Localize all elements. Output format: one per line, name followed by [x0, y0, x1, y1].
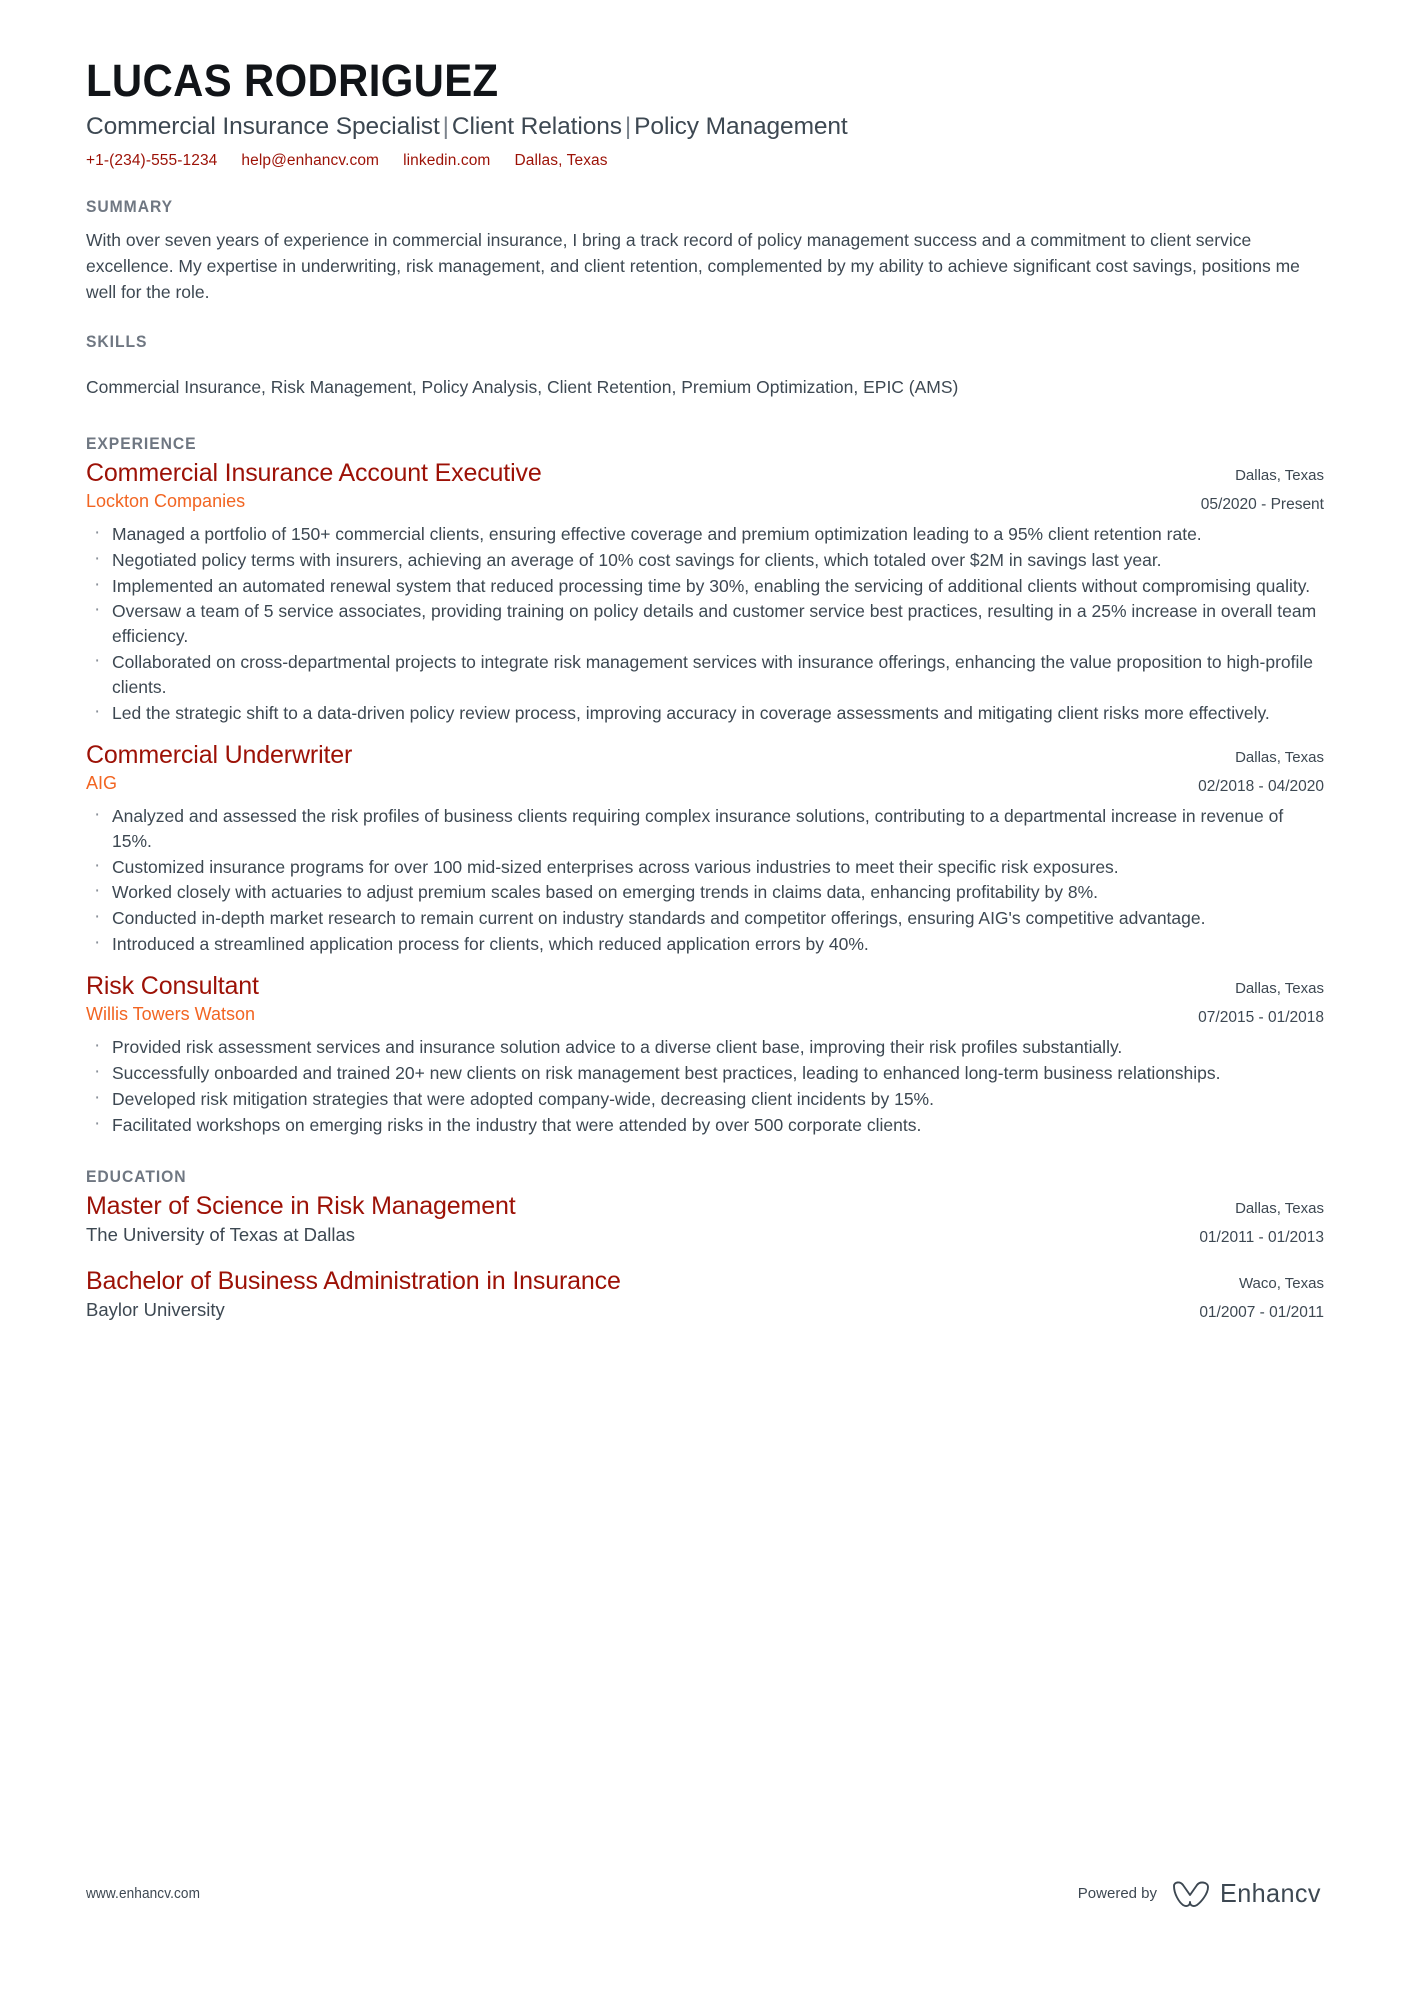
headline-separator-2: | [624, 113, 632, 141]
contact-location: Dallas, Texas [514, 152, 608, 170]
school-name: The University of Texas at Dallas [86, 1224, 356, 1246]
company-name: Willis Towers Watson [86, 1004, 256, 1025]
headline-separator-1: | [442, 113, 449, 141]
enhancv-mark-icon [1171, 1880, 1211, 1908]
headline-part-1: Commercial Insurance Specialist [86, 113, 440, 141]
section-title-education: EDUCATION [86, 1167, 187, 1186]
education-entry [86, 1191, 1324, 1250]
school-location: Waco, Texas [1238, 1274, 1324, 1292]
school-dates: 01/2011 - 01/2013 [1199, 1228, 1324, 1246]
contact-phone[interactable]: +1-(234)-555-1234 [86, 152, 218, 170]
experience-entry-head [86, 458, 1324, 517]
job-bullet: · Collaborated on cross-departmental projects to integrate risk management services with insurance offerings, enhancing the value proposition to high-profile clients. [86, 650, 1324, 700]
education-entry-head [86, 1266, 1324, 1325]
job-bullet: · Customized insurance programs for over 100 mid-sized enterprises across various industries to meet their specific risk exposures. [86, 855, 1324, 880]
resume-header [86, 0, 1324, 170]
education-entries [86, 1191, 1324, 1326]
job-bullet: · Worked closely with actuaries to adjust premium scales based on emerging trends in claims data, enhancing profitability by 8%. [86, 880, 1324, 905]
section-title-summary: SUMMARY [86, 198, 174, 217]
job-bullet: · Negotiated policy terms with insurers, achieving an average of 10% cost savings for clients, which totaled over $2M in savings last year. [86, 548, 1324, 573]
company-name: Lockton Companies [86, 491, 246, 512]
enhancv-brand-name: Enhancv [1220, 1878, 1321, 1908]
section-education [86, 1168, 1324, 1326]
experience-entry-head [86, 740, 1324, 799]
experience-entry-meta [1181, 458, 1324, 517]
section-experience [86, 435, 1324, 1138]
job-dates: 07/2015 - 01/2018 [1198, 1009, 1324, 1027]
job-title: Commercial Underwriter [86, 740, 353, 769]
degree-title: Master of Science in Risk Management [86, 1191, 516, 1220]
experience-entries [86, 458, 1324, 1138]
job-bullet: · Successfully onboarded and trained 20+ new clients on risk management best practices, leading to enhanced long-term business relationships. [86, 1061, 1324, 1086]
job-bullet: · Led the strategic shift to a data-driven policy review process, improving accuracy in coverage assessments and mitigating client risks more effectively. [86, 701, 1324, 726]
footer-brand [1078, 1878, 1324, 1909]
summary-body [86, 228, 1324, 305]
job-bullet: · Managed a portfolio of 150+ commercial clients, ensuring effective coverage and premium optimization leading to a 95% client retention rate. [86, 522, 1324, 547]
company-name: AIG [86, 773, 118, 794]
job-title: Risk Consultant [86, 971, 259, 1000]
education-entry-meta [1179, 1191, 1324, 1250]
contact-email[interactable]: help@enhancv.com [241, 152, 380, 170]
job-bullet: · Introduced a streamlined application process for clients, which reduced application errors by 40%. [86, 932, 1324, 957]
summary-text: With over seven years of experience in commercial insurance, I bring a track record of policy management success and a commitment to client service excellence. My expertise in underwriting, risk management, and client retention, complemented by my ability to achieve significant cost savings, positions me well for the role. [86, 230, 1300, 302]
experience-entry-left [86, 740, 1178, 796]
job-bullets [86, 804, 1324, 957]
experience-entry [86, 971, 1324, 1138]
school-dates: 01/2007 - 01/2011 [1199, 1304, 1324, 1322]
experience-entry-meta [1178, 740, 1324, 799]
section-title-experience: EXPERIENCE [86, 434, 197, 453]
job-dates: 05/2020 - Present [1200, 495, 1324, 513]
experience-entry-meta [1178, 971, 1324, 1030]
experience-entry [86, 458, 1324, 726]
job-bullet: · Provided risk assessment services and insurance solution advice to a diverse client base, improving their risk profiles substantially. [86, 1035, 1324, 1060]
school-name: Baylor University [86, 1299, 225, 1321]
education-entry-left [86, 1266, 1179, 1323]
job-bullet: · Conducted in-depth market research to remain current on industry standards and competitor offerings, ensuring AIG's competitive advantage. [86, 906, 1324, 931]
job-location: Dallas, Texas [1235, 979, 1324, 997]
page-footer [86, 1878, 1324, 1909]
education-entry-left [86, 1191, 1179, 1248]
job-location: Dallas, Texas [1235, 748, 1324, 766]
education-entry [86, 1266, 1324, 1325]
job-bullet: · Analyzed and assessed the risk profiles of business clients requiring complex insurance solutions, contributing to a departmental increase in revenue of 15%. [86, 804, 1324, 854]
education-entry-head [86, 1191, 1324, 1250]
job-location: Dallas, Texas [1235, 466, 1324, 484]
job-bullet: · Facilitated workshops on emerging risks in the industry that were attended by over 500 corporate clients. [86, 1113, 1324, 1138]
experience-entry-head [86, 971, 1324, 1030]
headline-part-3: Policy Management [634, 113, 848, 141]
contact-row [86, 152, 1324, 170]
job-title: Commercial Insurance Account Executive [86, 458, 542, 487]
degree-title: Bachelor of Business Administration in Insurance [86, 1266, 621, 1295]
enhancv-logo [1171, 1878, 1324, 1909]
full-name: LUCAS RODRIGUEZ [86, 55, 499, 106]
contact-linkedin[interactable]: linkedin.com [403, 152, 491, 170]
section-summary [86, 198, 1324, 305]
job-bullet: · Implemented an automated renewal system that reduced processing time by 30%, enabling the servicing of additional clients without compromising quality. [86, 574, 1324, 599]
job-bullet: · Oversaw a team of 5 service associates, providing training on policy details and customer service best practices, resulting in a 25% increase in overall team efficiency. [86, 599, 1324, 649]
experience-entry-left [86, 971, 1178, 1027]
experience-entry [86, 740, 1324, 957]
headline-part-2: Client Relations [451, 113, 622, 141]
footer-powered-by-label: Powered by [1077, 1885, 1158, 1902]
footer-website-url[interactable]: www.enhancv.com [86, 1885, 201, 1902]
section-title-skills: SKILLS [86, 333, 148, 352]
job-dates: 02/2018 - 04/2020 [1198, 777, 1324, 795]
section-skills [86, 333, 1324, 400]
job-bullets [86, 522, 1324, 726]
skills-list: Commercial Insurance, Risk Management, Policy Analysis, Client Retention, Premium Optimization, EPIC (AMS) [86, 377, 959, 398]
job-bullets [86, 1035, 1324, 1137]
school-location: Dallas, Texas [1235, 1199, 1324, 1217]
job-bullet: · Developed risk mitigation strategies that were adopted company-wide, decreasing client incidents by 15%. [86, 1087, 1324, 1112]
professional-headline [86, 111, 1324, 143]
experience-entry-left [86, 458, 1181, 514]
education-entry-meta [1179, 1266, 1324, 1325]
